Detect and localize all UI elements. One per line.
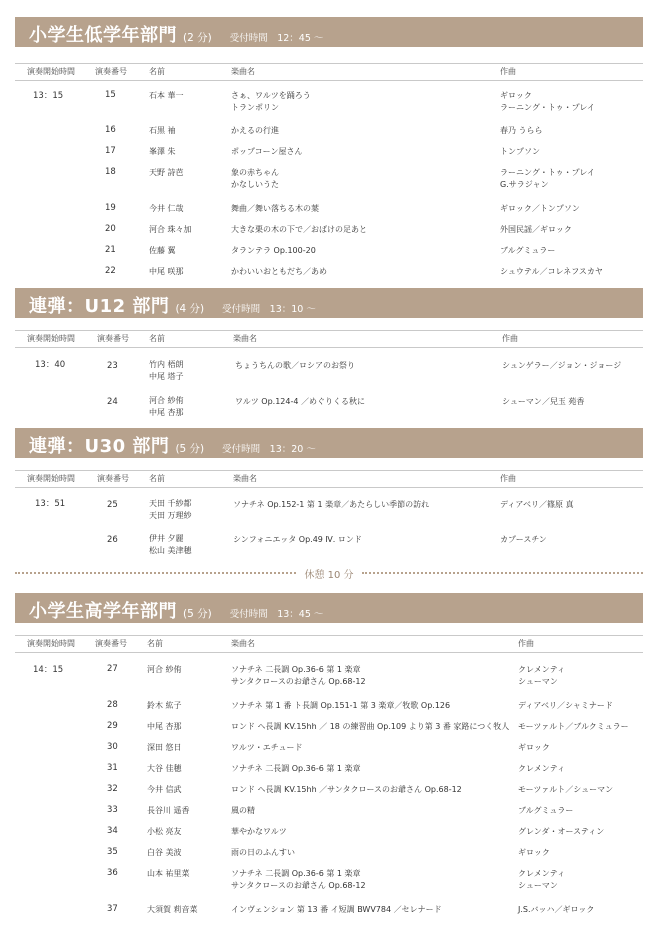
row-name: 天野 詩芭 (149, 168, 184, 177)
row-number: 35 (107, 847, 118, 857)
row-piece: ソナチネ 第 1 番 ト長調 Op.151-1 第 3 楽章／牧歌 Op.126 (231, 701, 451, 710)
section-upper-elementary (15, 593, 643, 923)
row-piece: 華やかなワルツ (231, 827, 287, 836)
row-piece: サンタクロースのお爺さん Op.68-12 (231, 677, 366, 686)
row-number: 30 (107, 742, 118, 752)
row-name: 白谷 美波 (147, 848, 182, 857)
row-name: 大須賀 莉音菜 (147, 905, 198, 914)
row-piece: シンフォニエッタ Op.49 Ⅳ. ロンド (233, 535, 362, 544)
row-number: 36 (107, 868, 118, 878)
row-number: 17 (105, 146, 116, 156)
section-duet-u30 (15, 428, 643, 558)
row-composer: モーツァルト／ブルクミュラー (518, 722, 629, 731)
row-composer: ディアベリ／シャミナード (518, 701, 613, 710)
row-number: 16 (105, 125, 116, 135)
row-composer: ブルグミュラー (500, 246, 556, 255)
section-reception-time: 受付時間 13：45 〜 (229, 609, 324, 620)
row-composer: ギロック (518, 743, 550, 752)
row-start-time: 14：15 (33, 665, 64, 675)
row-piece: インヴェンション 第 13 番 イ短調 BWV784 ／セレナード (231, 905, 442, 914)
section-duration: (5 分) (175, 443, 205, 455)
row-name: 長谷川 遥香 (147, 806, 190, 815)
section-banner (15, 593, 643, 623)
row-number: 21 (105, 245, 116, 255)
row-number: 28 (107, 700, 118, 710)
section-duration: (2 分) (183, 32, 212, 44)
row-composer: ギロック (518, 848, 550, 857)
col-name: 名前 (149, 334, 165, 343)
row-name: 山本 祐里菜 (147, 869, 190, 878)
row-number: 37 (107, 904, 118, 914)
section-reception-time: 受付時間 12：45 〜 (229, 33, 324, 44)
col-start-time: 演奏開始時間 (27, 334, 75, 343)
row-composer: トンプソン (500, 147, 540, 156)
col-number: 演奏番号 (95, 639, 127, 648)
col-name: 名前 (147, 639, 163, 648)
section-title: 連弾：U30 部門 (29, 436, 170, 457)
row-composer: ギロック (500, 91, 532, 100)
row-name: 峯澤 朱 (149, 147, 176, 156)
row-number: 34 (107, 826, 118, 836)
row-name: 松山 美津穂 (149, 546, 192, 555)
section-duet-u12 (15, 288, 643, 418)
row-piece: ソナチネ Op.152-1 第 1 楽章／あたらしい季節の訪れ (233, 500, 430, 509)
section-title: 小学生低学年部門 (29, 25, 177, 46)
row-composer: ブルグミュラー (518, 806, 574, 815)
row-name: 石本 華一 (149, 91, 184, 100)
col-number: 演奏番号 (97, 474, 129, 483)
row-name: 天田 万理紗 (149, 511, 192, 520)
row-piece: かわいいおともだち／あめ (231, 267, 327, 276)
row-start-time: 13：51 (35, 499, 66, 509)
row-name: 今井 仁哉 (149, 204, 184, 213)
row-name: 伊井 夕麗 (149, 534, 184, 543)
section-duration: (4 分) (175, 303, 205, 315)
row-name: 石黒 袖 (149, 126, 176, 135)
col-start-time: 演奏開始時間 (27, 474, 75, 483)
row-piece: ソナチネ 二長調 Op.36-6 第 1 楽章 (231, 764, 361, 773)
row-composer: ラーニング・トゥ・プレイ (500, 168, 595, 177)
col-piece: 楽曲名 (233, 334, 257, 343)
row-piece: ポップコーン屋さん (231, 147, 303, 156)
section-duration: (5 分) (183, 608, 212, 620)
row-composer: ギロック／トンプソン (500, 204, 580, 213)
section-banner (15, 428, 643, 458)
col-number: 演奏番号 (97, 334, 129, 343)
row-start-time: 13：40 (35, 360, 66, 370)
col-composer: 作曲 (518, 639, 534, 648)
row-name: 小松 亮友 (147, 827, 182, 836)
row-piece: ロンド ヘ長調 KV.15hh ／ 18 の練習曲 Op.109 より第 3 番 家路につく牧人 (231, 722, 510, 731)
table-header (15, 635, 643, 653)
row-piece: サンタクロースのお爺さん Op.68-12 (231, 881, 366, 890)
row-composer: カプースチン (500, 535, 547, 544)
section-reception-time: 受付時間 13：20 〜 (222, 444, 316, 455)
row-name: 河合 珠々加 (149, 225, 192, 234)
row-piece: 舞曲／舞い落ちる木の葉 (231, 204, 319, 213)
row-name: 中尾 塔子 (149, 372, 184, 381)
section-title: 連弾：U12 部門 (29, 296, 170, 317)
row-number: 25 (107, 500, 118, 510)
row-piece: タランテラ Op.100-20 (231, 246, 316, 255)
row-composer: モーツァルト／シューマン (518, 785, 614, 794)
row-composer: 春乃 うらら (500, 126, 543, 135)
row-number: 22 (105, 266, 116, 276)
col-piece: 楽曲名 (233, 474, 257, 483)
row-composer: シューマン (518, 881, 558, 890)
row-name: 中尾 杏那 (147, 722, 182, 731)
row-piece: トランポリン (231, 103, 279, 112)
col-composer: 作曲 (500, 474, 516, 483)
row-name: 佐藤 翼 (149, 246, 176, 255)
row-piece: ソナチネ 二長調 Op.36-6 第 1 楽章 (231, 665, 361, 674)
col-piece: 楽曲名 (231, 639, 255, 648)
col-start-time: 演奏開始時間 (27, 639, 75, 648)
row-composer: クレメンティ (518, 764, 566, 773)
col-composer: 作曲 (500, 67, 516, 76)
row-number: 32 (107, 784, 118, 794)
row-name: 今井 信武 (147, 785, 182, 794)
table-header (15, 63, 643, 81)
row-name: 大谷 佳穂 (147, 764, 182, 773)
dotted-rule (362, 572, 643, 574)
table-header (15, 470, 643, 488)
row-piece: ワルツ・エチュード (231, 743, 303, 752)
section-banner (15, 17, 643, 47)
row-number: 18 (105, 167, 116, 177)
col-composer: 作曲 (502, 334, 518, 343)
row-number: 26 (107, 535, 118, 545)
row-name: 天田 千紗都 (149, 499, 192, 508)
row-piece: ソナチネ 二長調 Op.36-6 第 1 楽章 (231, 869, 361, 878)
row-number: 24 (107, 397, 118, 407)
row-composer: クレメンティ (518, 665, 566, 674)
row-composer: シュンゲラー／ジョン・ジョージ (502, 361, 622, 370)
row-piece: 象の赤ちゃん (231, 168, 279, 177)
row-composer: ラーニング・トゥ・プレイ (500, 103, 595, 112)
row-composer: クレメンティ (518, 869, 566, 878)
row-number: 23 (107, 361, 118, 371)
row-name: 河合 紗侑 (147, 665, 182, 674)
row-piece: ちょうちんの歌／ロシアのお祭り (235, 361, 355, 370)
row-number: 27 (107, 664, 118, 674)
col-start-time: 演奏開始時間 (27, 67, 75, 76)
row-piece: ロンド ヘ長調 KV.15hh ／サンタクロースのお爺さん Op.68-12 (231, 785, 462, 794)
row-piece: 雨の日のふんすい (231, 848, 295, 857)
row-composer: シュウテル／コレネフスカヤ (500, 267, 603, 276)
row-name: 竹内 梧朗 (149, 360, 184, 369)
col-name: 名前 (149, 67, 165, 76)
row-number: 15 (105, 90, 116, 100)
row-name: 中尾 杏那 (149, 408, 184, 417)
section-title: 小学生高学年部門 (29, 601, 177, 622)
row-piece: 大きな栗の木の下で／おばけの足あと (231, 225, 367, 234)
row-piece: かえるの行進 (231, 126, 279, 135)
col-piece: 楽曲名 (231, 67, 255, 76)
row-composer: グレンダ・オースティン (518, 827, 605, 836)
row-number: 19 (105, 203, 116, 213)
row-piece: さぁ、ワルツを踊ろう (231, 91, 311, 100)
row-number: 29 (107, 721, 118, 731)
row-composer: G.サラジャン (500, 180, 549, 189)
row-composer: 外国民謡／ギロック (500, 225, 572, 234)
row-number: 33 (107, 805, 118, 815)
section-lower-elementary (15, 17, 643, 279)
row-composer: J.S.バッハ／ギロック (518, 905, 595, 914)
row-start-time: 13：15 (33, 91, 64, 101)
row-name: 中尾 咲那 (149, 267, 184, 276)
row-name: 河合 紗侑 (149, 396, 184, 405)
section-banner (15, 288, 643, 318)
intermission-label: 休憩 10 分 (304, 569, 354, 581)
table-header (15, 330, 643, 348)
row-number: 20 (105, 224, 116, 234)
row-composer: シューマン (518, 677, 558, 686)
row-composer: ディアベリ／篠原 真 (500, 500, 574, 509)
dotted-rule (15, 572, 296, 574)
row-composer: シューマン／兒玉 苑香 (502, 397, 585, 406)
col-name: 名前 (149, 474, 165, 483)
col-number: 演奏番号 (95, 67, 127, 76)
row-name: 深田 悠日 (147, 743, 182, 752)
row-piece: かなしいうた (231, 180, 279, 189)
intermission-divider (15, 566, 643, 580)
row-piece: ワルツ Op.124-4 ／めぐりくる秋に (235, 397, 366, 406)
row-piece: 風の精 (231, 806, 255, 815)
section-reception-time: 受付時間 13：10 〜 (222, 304, 316, 315)
row-name: 鈴木 紘子 (147, 701, 182, 710)
row-number: 31 (107, 763, 118, 773)
